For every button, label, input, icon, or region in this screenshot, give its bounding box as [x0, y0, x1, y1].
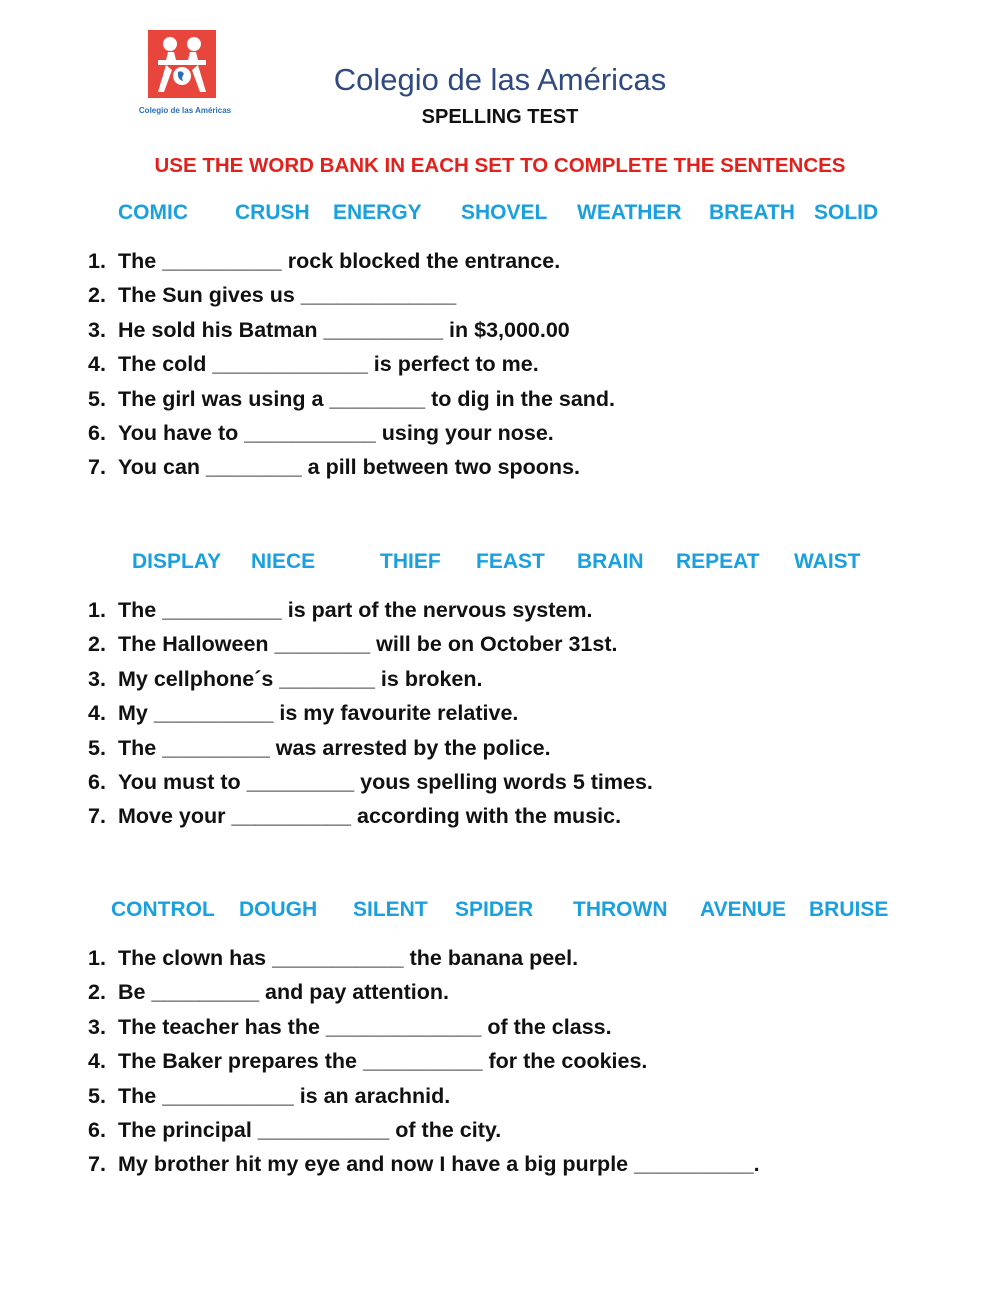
- sentence-number: 2.: [88, 283, 106, 308]
- sentence-number: 5.: [88, 386, 106, 411]
- sentence-number: 5.: [88, 735, 106, 760]
- sentence-number: 4.: [88, 1049, 106, 1074]
- sentence-text: The _________ was arrested by the police.: [118, 735, 551, 760]
- sentence-item: [88, 799, 653, 833]
- word-bank-word: ENERGY: [333, 201, 422, 224]
- word-bank-word: BRUISE: [809, 898, 889, 921]
- sentence-number: 2.: [88, 632, 106, 657]
- sentence-number: 4.: [88, 701, 106, 726]
- word-bank-word: COMIC: [118, 201, 188, 224]
- word-bank-word: SHOVEL: [461, 201, 548, 224]
- word-bank-word: THIEF: [380, 550, 441, 573]
- sentence-number: 1.: [88, 946, 106, 970]
- sentence-text: The principal ___________ of the city.: [118, 1117, 502, 1142]
- word-bank-word: SILENT: [353, 898, 428, 921]
- sentence-text: My brother hit my eye and now I have a big purple __________.: [118, 1152, 760, 1177]
- sentence-number: 7.: [88, 1152, 106, 1177]
- word-bank-word: THROWN: [573, 898, 668, 921]
- word-bank-set-2: [0, 550, 1000, 580]
- sentence-item: [88, 244, 615, 278]
- sentence-item: [88, 347, 615, 381]
- sentence-text: Be _________ and pay attention.: [118, 980, 450, 1005]
- sentence-text: The Halloween ________ will be on October 31st.: [118, 632, 618, 657]
- sentence-text: You have to ___________ using your nose.: [118, 420, 554, 445]
- word-bank-word: DOUGH: [239, 898, 318, 921]
- word-bank-word: CRUSH: [235, 201, 310, 224]
- sentence-item: [88, 278, 615, 312]
- sentence-number: 3.: [88, 317, 106, 342]
- sentence-item: [88, 696, 653, 730]
- sentence-item: [88, 1079, 760, 1113]
- sentence-list-set-2: [88, 593, 653, 834]
- school-name: Colegio de las Américas: [333, 62, 667, 97]
- sentence-item: [88, 975, 760, 1009]
- sentence-item: [88, 1044, 760, 1078]
- sentence-text: You must to _________ yous spelling words 5 times.: [118, 769, 653, 794]
- sentence-number: 2.: [88, 980, 106, 1005]
- sentence-text: The Baker prepares the __________ for the cookies.: [118, 1049, 648, 1074]
- sentence-text: The clown has ___________ the banana peel.: [118, 946, 579, 970]
- word-bank-set-3: [0, 898, 1000, 928]
- sentence-item: [88, 941, 760, 975]
- word-bank-set-1: [0, 201, 1000, 231]
- sentence-list-set-1: [88, 244, 615, 485]
- sentence-item: [88, 593, 653, 627]
- sentence-item: [88, 382, 615, 416]
- sentence-item: [88, 450, 615, 484]
- word-bank-word: CONTROL: [111, 898, 215, 921]
- sentence-number: 7.: [88, 804, 106, 829]
- sentence-number: 6.: [88, 1117, 106, 1142]
- word-bank-word: FEAST: [476, 550, 545, 573]
- sentence-text: The __________ rock blocked the entrance.: [118, 249, 561, 273]
- sentence-number: 7.: [88, 455, 106, 480]
- sentence-number: 6.: [88, 420, 106, 445]
- word-bank-word: DISPLAY: [132, 550, 222, 573]
- word-bank-word: BRAIN: [577, 550, 644, 573]
- word-bank-word: NIECE: [251, 550, 316, 573]
- word-bank-word: BREATH: [709, 201, 795, 224]
- test-title: SPELLING TEST: [421, 106, 579, 128]
- sentence-item: [88, 765, 653, 799]
- sentence-text: The Sun gives us _____________: [118, 283, 457, 308]
- sentence-item: [88, 662, 653, 696]
- sentence-number: 6.: [88, 769, 106, 794]
- sentence-number: 3.: [88, 1014, 106, 1039]
- logo-caption: Colegio de las Américas: [138, 106, 232, 115]
- sentence-list-set-3: [88, 941, 760, 1182]
- sentence-text: The ___________ is an arachnid.: [118, 1083, 451, 1108]
- sentence-text: Move your __________ according with the music.: [118, 804, 622, 829]
- sentence-text: The teacher has the _____________ of the class.: [118, 1014, 612, 1039]
- sentence-text: The cold _____________ is perfect to me.: [118, 352, 539, 377]
- sentence-number: 1.: [88, 598, 106, 622]
- word-bank-word: AVENUE: [700, 898, 786, 921]
- sentence-text: You can ________ a pill between two spoons.: [118, 455, 580, 480]
- sentence-text: He sold his Batman __________ in $3,000.00: [118, 317, 570, 342]
- sentence-text: My cellphone´s ________ is broken.: [118, 666, 483, 691]
- word-bank-word: WEATHER: [577, 201, 682, 224]
- word-bank-word: WAIST: [794, 550, 861, 573]
- sentence-text: My __________ is my favourite relative.: [118, 701, 519, 726]
- sentence-number: 3.: [88, 666, 106, 691]
- sentence-number: 5.: [88, 1083, 106, 1108]
- word-bank-word: SOLID: [814, 201, 879, 224]
- sentence-text: The __________ is part of the nervous system.: [118, 598, 593, 622]
- sentence-item: [88, 313, 615, 347]
- word-bank-word: REPEAT: [676, 550, 760, 573]
- sentence-number: 4.: [88, 352, 106, 377]
- sentence-item: [88, 627, 653, 661]
- sentence-item: [88, 1010, 760, 1044]
- instruction: USE THE WORD BANK IN EACH SET TO COMPLETE THE SENTENCES: [154, 154, 846, 177]
- sentence-item: [88, 1147, 760, 1181]
- sentence-number: 1.: [88, 249, 106, 273]
- word-bank-word: SPIDER: [455, 898, 534, 921]
- sentence-item: [88, 1113, 760, 1147]
- sentence-item: [88, 731, 653, 765]
- sentence-item: [88, 416, 615, 450]
- sentence-text: The girl was using a ________ to dig in the sand.: [118, 386, 616, 411]
